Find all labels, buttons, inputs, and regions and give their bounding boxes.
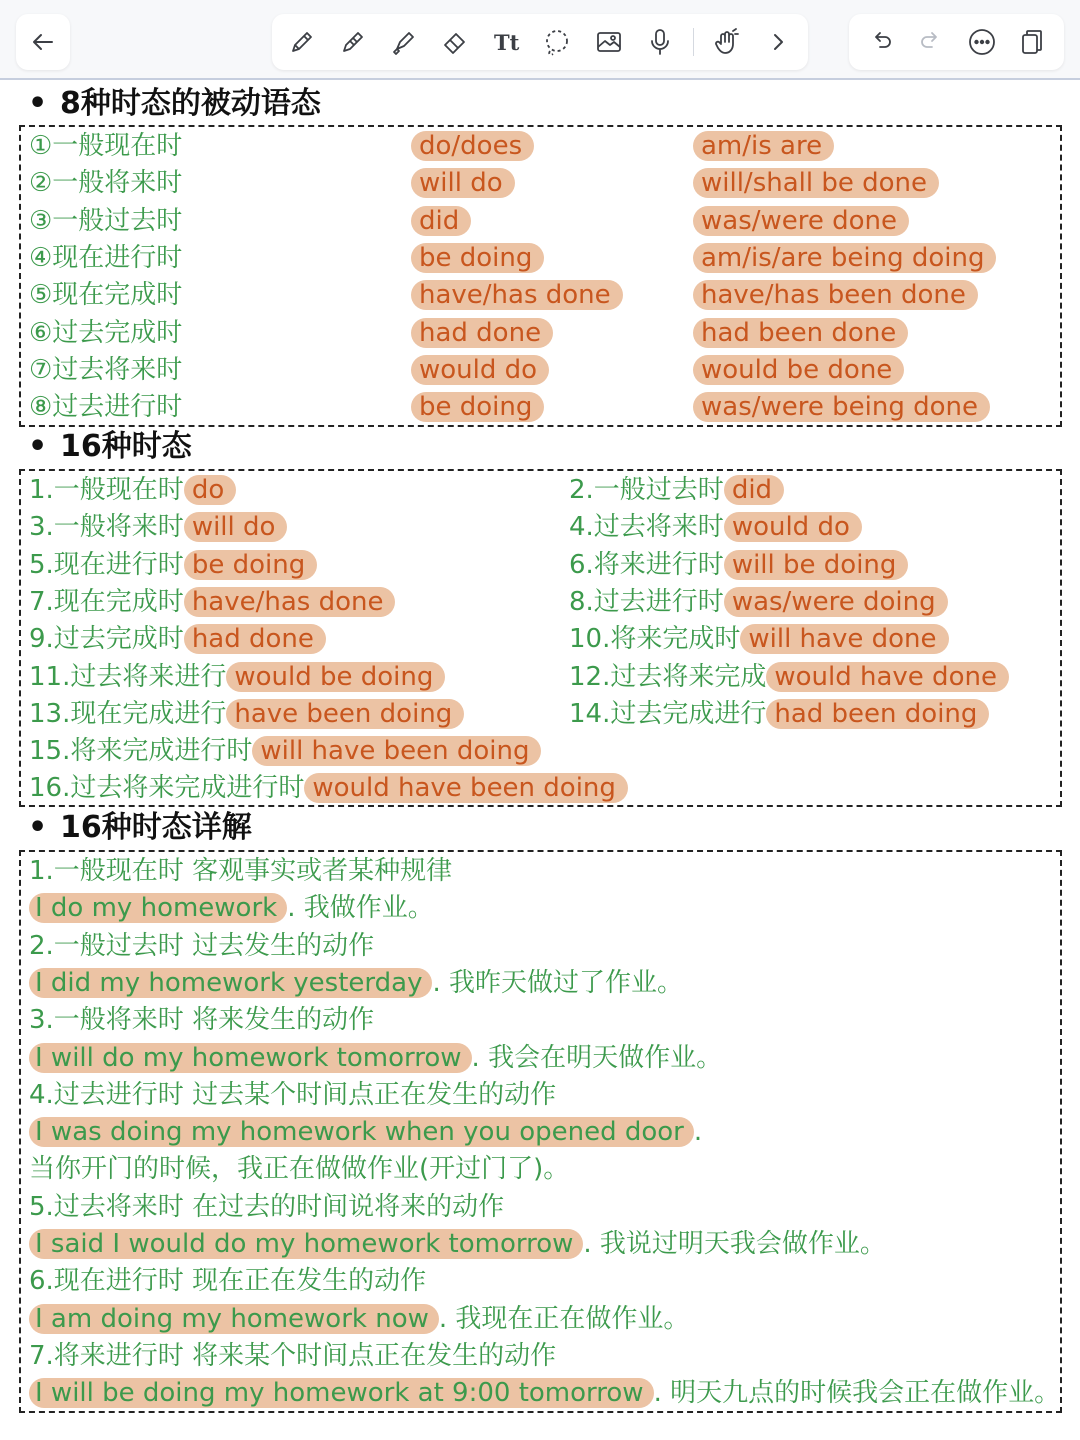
more-icon[interactable] xyxy=(964,24,1000,60)
passive-row xyxy=(21,165,1060,202)
detail-text: 当你开门的时候，我正在做做作业(开过门了)。 xyxy=(29,1154,570,1185)
tense-item xyxy=(569,509,862,546)
example-sentence: I will be doing my homework at 9:00 tomorrow xyxy=(29,1378,654,1408)
passive-form-cell xyxy=(693,165,939,202)
passive-row xyxy=(21,203,1060,240)
tenses16-title-text: 16种时态 xyxy=(60,429,192,464)
example-translation: . 我昨天做过了作业。 xyxy=(432,967,684,998)
detail-example xyxy=(29,1226,1068,1263)
example-translation: . 我做作业。 xyxy=(287,893,434,924)
tense-label: 12.过去将来完成 xyxy=(569,661,767,692)
tense-label: 4.过去将来时 xyxy=(569,512,724,543)
tense-form: will have been doing xyxy=(252,736,541,766)
active-form: have/has done xyxy=(411,280,623,310)
passive-form-cell xyxy=(693,389,990,426)
tense-item xyxy=(29,659,445,696)
passive-form: was/were done xyxy=(693,206,909,236)
example-translation: . 明天九点的时候我会正在做作业。 xyxy=(653,1378,1061,1409)
tense-label: 9.过去完成时 xyxy=(29,624,184,655)
undo-icon[interactable] xyxy=(863,24,899,60)
pen-icon[interactable] xyxy=(284,24,320,60)
tense-item xyxy=(569,584,948,621)
tense-form: be doing xyxy=(184,550,317,580)
pencil-icon[interactable] xyxy=(335,24,371,60)
detail-text: 1.一般现在时 客观事实或者某种规律 xyxy=(29,856,453,886)
tense-label: 8.过去进行时 xyxy=(569,586,724,617)
passive-form-cell xyxy=(693,203,909,240)
tense-item xyxy=(569,696,989,733)
example-sentence: I will do my homework tomorrow xyxy=(29,1043,472,1073)
tense-label: 5.现在进行时 xyxy=(29,549,184,580)
passive-box xyxy=(19,125,1062,427)
tense-form: do xyxy=(184,475,236,505)
active-form: did xyxy=(411,206,471,236)
tense-label: 6.将来进行时 xyxy=(569,549,724,580)
tense-item xyxy=(29,547,317,584)
details-title-text: 16种时态详解 xyxy=(60,810,252,845)
passive-form: will/shall be done xyxy=(693,168,939,198)
example-sentence: I do my homework xyxy=(29,893,287,923)
detail-heading xyxy=(29,1338,1068,1375)
passive-row xyxy=(21,128,1060,165)
tense-item xyxy=(29,621,326,658)
tenses16-section-title xyxy=(28,427,192,467)
active-form-cell xyxy=(411,128,534,165)
passive-form: am/is are xyxy=(693,131,834,161)
tense-name: ③一般过去时 xyxy=(29,205,183,236)
microphone-icon[interactable] xyxy=(642,24,678,60)
tense-name: ⑤现在完成时 xyxy=(29,280,183,311)
detail-heading xyxy=(29,853,1068,890)
tense-form: have/has done xyxy=(184,587,396,617)
example-sentence: I did my homework yesterday xyxy=(29,968,432,998)
drawing-tools xyxy=(272,14,808,70)
toolbar-separator xyxy=(693,28,694,56)
text-icon[interactable] xyxy=(488,24,524,60)
passive-form: would be done xyxy=(693,355,904,385)
detail-example xyxy=(29,1301,1068,1338)
tense-label: 2.一般过去时 xyxy=(569,475,724,505)
passive-form: have/has been done xyxy=(693,280,978,310)
tense-item xyxy=(569,621,949,658)
tense-label: 10.将来完成时 xyxy=(569,624,741,655)
passive-row xyxy=(21,315,1060,352)
redo-icon[interactable] xyxy=(913,24,949,60)
svg-text:Tt: Tt xyxy=(494,30,520,55)
detail-text: 4.过去进行时 过去某个时间点正在发生的动作 xyxy=(29,1079,557,1110)
detail-heading xyxy=(29,1151,1068,1188)
tense-form: would be doing xyxy=(226,662,445,692)
tense-form: had been doing xyxy=(766,699,989,729)
tense-label: 1.一般现在时 xyxy=(29,475,184,505)
active-form: will do xyxy=(411,168,515,198)
tenses16-box xyxy=(19,469,1062,807)
tense-name: ⑧过去进行时 xyxy=(29,392,183,423)
tense-form: would do xyxy=(724,512,862,542)
tense-item xyxy=(569,547,908,584)
tense-label: 13.现在完成进行 xyxy=(29,698,227,729)
tense-name: ⑥过去完成时 xyxy=(29,317,183,348)
tense-form: will have done xyxy=(740,624,948,654)
tense-form: was/were doing xyxy=(724,587,948,617)
detail-text: 7.将来进行时 将来某个时间点正在发生的动作 xyxy=(29,1340,557,1371)
tense-item xyxy=(29,733,541,770)
active-form: do/does xyxy=(411,131,534,161)
passive-form: am/is/are being doing xyxy=(693,243,996,273)
history-actions xyxy=(849,14,1064,70)
detail-example xyxy=(29,965,1068,1002)
passive-row xyxy=(21,240,1060,277)
passive-form-cell xyxy=(693,352,904,389)
tense-name: ④现在进行时 xyxy=(29,242,183,273)
tense-label: 16.过去将来完成进行时 xyxy=(29,773,305,804)
detail-heading xyxy=(29,1189,1068,1226)
bullet-icon: • xyxy=(28,86,48,121)
chevron-right-icon[interactable] xyxy=(760,24,796,60)
detail-example xyxy=(29,890,1068,927)
tense-form: will be doing xyxy=(724,550,909,580)
passive-row xyxy=(21,352,1060,389)
passive-form-cell xyxy=(693,277,978,314)
tense-name: ⑦过去将来时 xyxy=(29,354,183,385)
detail-example xyxy=(29,1114,1068,1151)
passive-row xyxy=(21,277,1060,314)
detail-heading xyxy=(29,1263,1068,1300)
pages-icon[interactable] xyxy=(1014,24,1050,60)
bullet-icon: • xyxy=(28,810,48,845)
toolbar xyxy=(0,0,1080,80)
detail-text: 5.过去将来时 在过去的时间说将来的动作 xyxy=(29,1191,505,1222)
example-sentence: I was doing my homework when you opened door xyxy=(29,1117,694,1147)
bullet-icon: • xyxy=(28,429,48,464)
active-form-cell xyxy=(411,165,515,202)
tense-name: ①一般现在时 xyxy=(29,131,183,161)
tense-form: would have done xyxy=(766,662,1009,692)
tense-form: will do xyxy=(184,512,288,542)
details-section-title xyxy=(28,808,252,848)
passive-form-cell xyxy=(693,315,908,352)
hand-draw-icon[interactable] xyxy=(709,24,745,60)
detail-heading xyxy=(29,1077,1068,1114)
back-group xyxy=(16,14,70,70)
example-sentence: I am doing my homework now xyxy=(29,1304,439,1334)
detail-text: 6.现在进行时 现在正在发生的动作 xyxy=(29,1266,427,1297)
tense-item xyxy=(569,472,784,509)
tense-item xyxy=(29,770,628,807)
arrow-left-icon[interactable] xyxy=(25,24,61,60)
tense-label: 15.将来完成进行时 xyxy=(29,736,253,767)
detail-heading xyxy=(29,1002,1068,1039)
tense-label: 14.过去完成进行 xyxy=(569,698,767,729)
tense-form: did xyxy=(724,475,784,505)
active-form: be doing xyxy=(411,392,544,422)
highlighter-icon[interactable] xyxy=(386,24,422,60)
passive-section-title xyxy=(28,84,321,124)
detail-heading xyxy=(29,928,1068,965)
detail-example xyxy=(29,1040,1068,1077)
tense-item xyxy=(29,509,287,546)
tense-form: have been doing xyxy=(226,699,464,729)
lasso-icon[interactable] xyxy=(539,24,575,60)
image-icon[interactable] xyxy=(591,24,627,60)
active-form-cell xyxy=(411,277,623,314)
example-translation: . 我会在明天做作业。 xyxy=(471,1042,723,1073)
tense-name: ②一般将来时 xyxy=(29,168,183,199)
active-form-cell xyxy=(411,315,553,352)
detail-text: 3.一般将来时 将来发生的动作 xyxy=(29,1005,375,1036)
detail-text: 2.一般过去时 过去发生的动作 xyxy=(29,930,375,961)
example-translation: . 我现在正在做作业。 xyxy=(438,1303,690,1334)
tense-item xyxy=(29,472,236,509)
tense-label: 3.一般将来时 xyxy=(29,512,184,543)
active-form: would do xyxy=(411,355,549,385)
passive-form: had been done xyxy=(693,318,908,348)
passive-form-cell xyxy=(693,128,834,165)
tense-label: 11.过去将来进行 xyxy=(29,661,227,692)
tense-label: 7.现在完成时 xyxy=(29,586,184,617)
active-form: be doing xyxy=(411,243,544,273)
example-sentence: I said I would do my homework tomorrow xyxy=(29,1229,583,1259)
example-translation: . xyxy=(693,1117,703,1148)
detail-example xyxy=(29,1375,1068,1412)
passive-row xyxy=(21,389,1060,426)
example-translation: . 我说过明天我会做作业。 xyxy=(583,1229,886,1259)
active-form-cell xyxy=(411,352,549,389)
eraser-icon[interactable] xyxy=(437,24,473,60)
passive-title-text: 8种时态的被动语态 xyxy=(60,86,321,121)
passive-form-cell xyxy=(693,240,996,277)
active-form-cell xyxy=(411,389,544,426)
active-form-cell xyxy=(411,203,471,240)
tense-item xyxy=(29,696,464,733)
tense-item xyxy=(569,659,1009,696)
tense-item xyxy=(29,584,395,621)
tense-form: had done xyxy=(184,624,326,654)
active-form-cell xyxy=(411,240,544,277)
tense-form: would have been doing xyxy=(304,773,628,803)
active-form: had done xyxy=(411,318,553,348)
passive-form: was/were being done xyxy=(693,392,990,422)
details-box xyxy=(19,850,1062,1413)
